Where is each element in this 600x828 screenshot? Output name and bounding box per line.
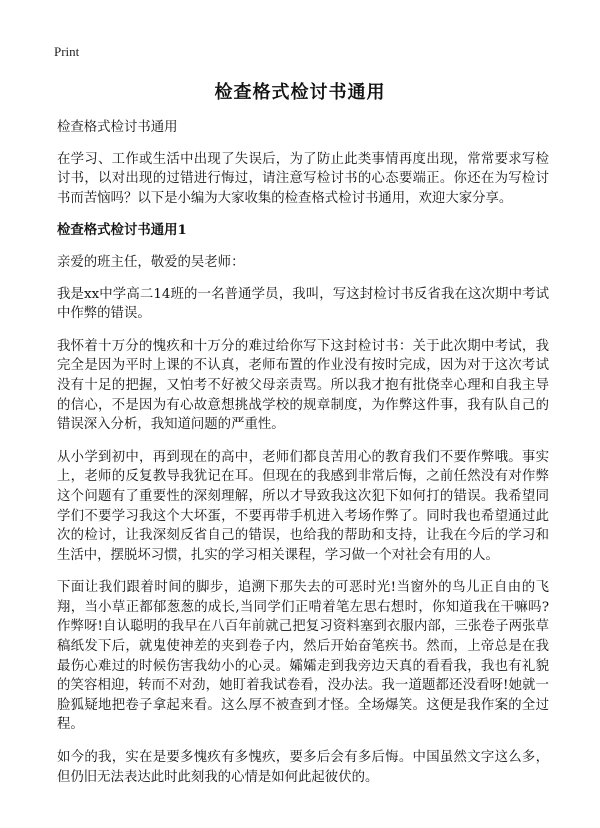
section-heading: 检查格式检讨书通用1	[57, 222, 187, 239]
body-paragraph: 我怀着十万分的愧疚和十万分的难过给你写下这封检讨书：关于此次期中考试，我完全是因为平时上课的不认真，老师布置的作业没有按时完成，因为对于这次考试没有十足的把握，又怕考不好被父母亲责骂。所以我才抱有批侥幸心理和自我主导的信心，不是因为有心故意想挑战学校的规章制度，为作弊这件事，我有队自己的错误深入分析，我知道问题的严重性。	[57, 338, 549, 433]
body-paragraph: 下面让我们跟着时间的脚步，追溯下那失去的可恶时光!当窗外的鸟儿正自由的飞翔，当小草正都郁葱葱的成长,当同学们正啃着笔左思右想时，你知道我在干嘛吗?作弊呀!自认聪明的我早在八百年前就己把复习资料塞到衣服内部，三张卷子两张草稿纸发下后，就鬼使神差的夹到卷子内，然后开始奋笔疾书。然而，上帝总是在我最伤心难过的时候伤害我幼小的心灵。孀孀走到我旁边天真的看看我，我也有礼貌的笑容相迎，转而不对劲，她盯着我试卷看，没办法。我一道题都还没看呀!她就一脸狐疑地把卷子拿起来看。这么厚不被查到才怪。全场爆笑。这便是我作案的全过程。	[57, 580, 549, 733]
article-body	[57, 118, 549, 800]
page-title: 检查格式检讨书通用	[214, 82, 386, 103]
intro-paragraph: 在学习、工作或生活中出现了失误后，为了防止此类事情再度出现，常常要求写检讨书，以对出现的过错进行悔过，请注意写检讨书的心态要端正。你还在为写检讨书而苦恼吗？以下是小编为大家收集的检查格式检讨书通用，欢迎大家分享。	[57, 151, 549, 206]
print-link[interactable]: Print	[54, 44, 80, 59]
body-paragraph: 从小学到初中，再到现在的高中，老师们都良苦用心的教育我们不要作弊哦。事实上，老师的反复教导我犹记在耳。但现在的我感到非常后悔，之前任然没有对作弊这个问题有了重要性的深刻理解，所以才导致我这次犯下如何打的错误。我希望同学们不要学习我这个大坏蛋，不要再带手机进入考场作弊了。同时我也希望通过此次的检讨，让我深刻反省自己的错误，也给我的帮助和支持，让我在今后的学习和生活中，摆脱坏习惯，扎实的学习相关课程，学习做一个对社会有用的人。	[57, 449, 549, 563]
letter-greeting: 亲爱的班主任，敬爱的吴老师：	[57, 254, 245, 270]
body-paragraph: 如今的我，实在是要多愧疚有多愧疚，要多后会有多后悔。中国虽然文字这么多，但仍旧无法表达此时此刻我的心情是如何此起彼伏的。	[57, 750, 549, 785]
body-paragraph: 我是xx中学高二14班的一名普通学员，我叫，写这封检讨书反省我在这次期中考试中作弊的错误。	[57, 286, 549, 322]
article-subtitle: 检查格式检讨书通用	[57, 120, 178, 135]
